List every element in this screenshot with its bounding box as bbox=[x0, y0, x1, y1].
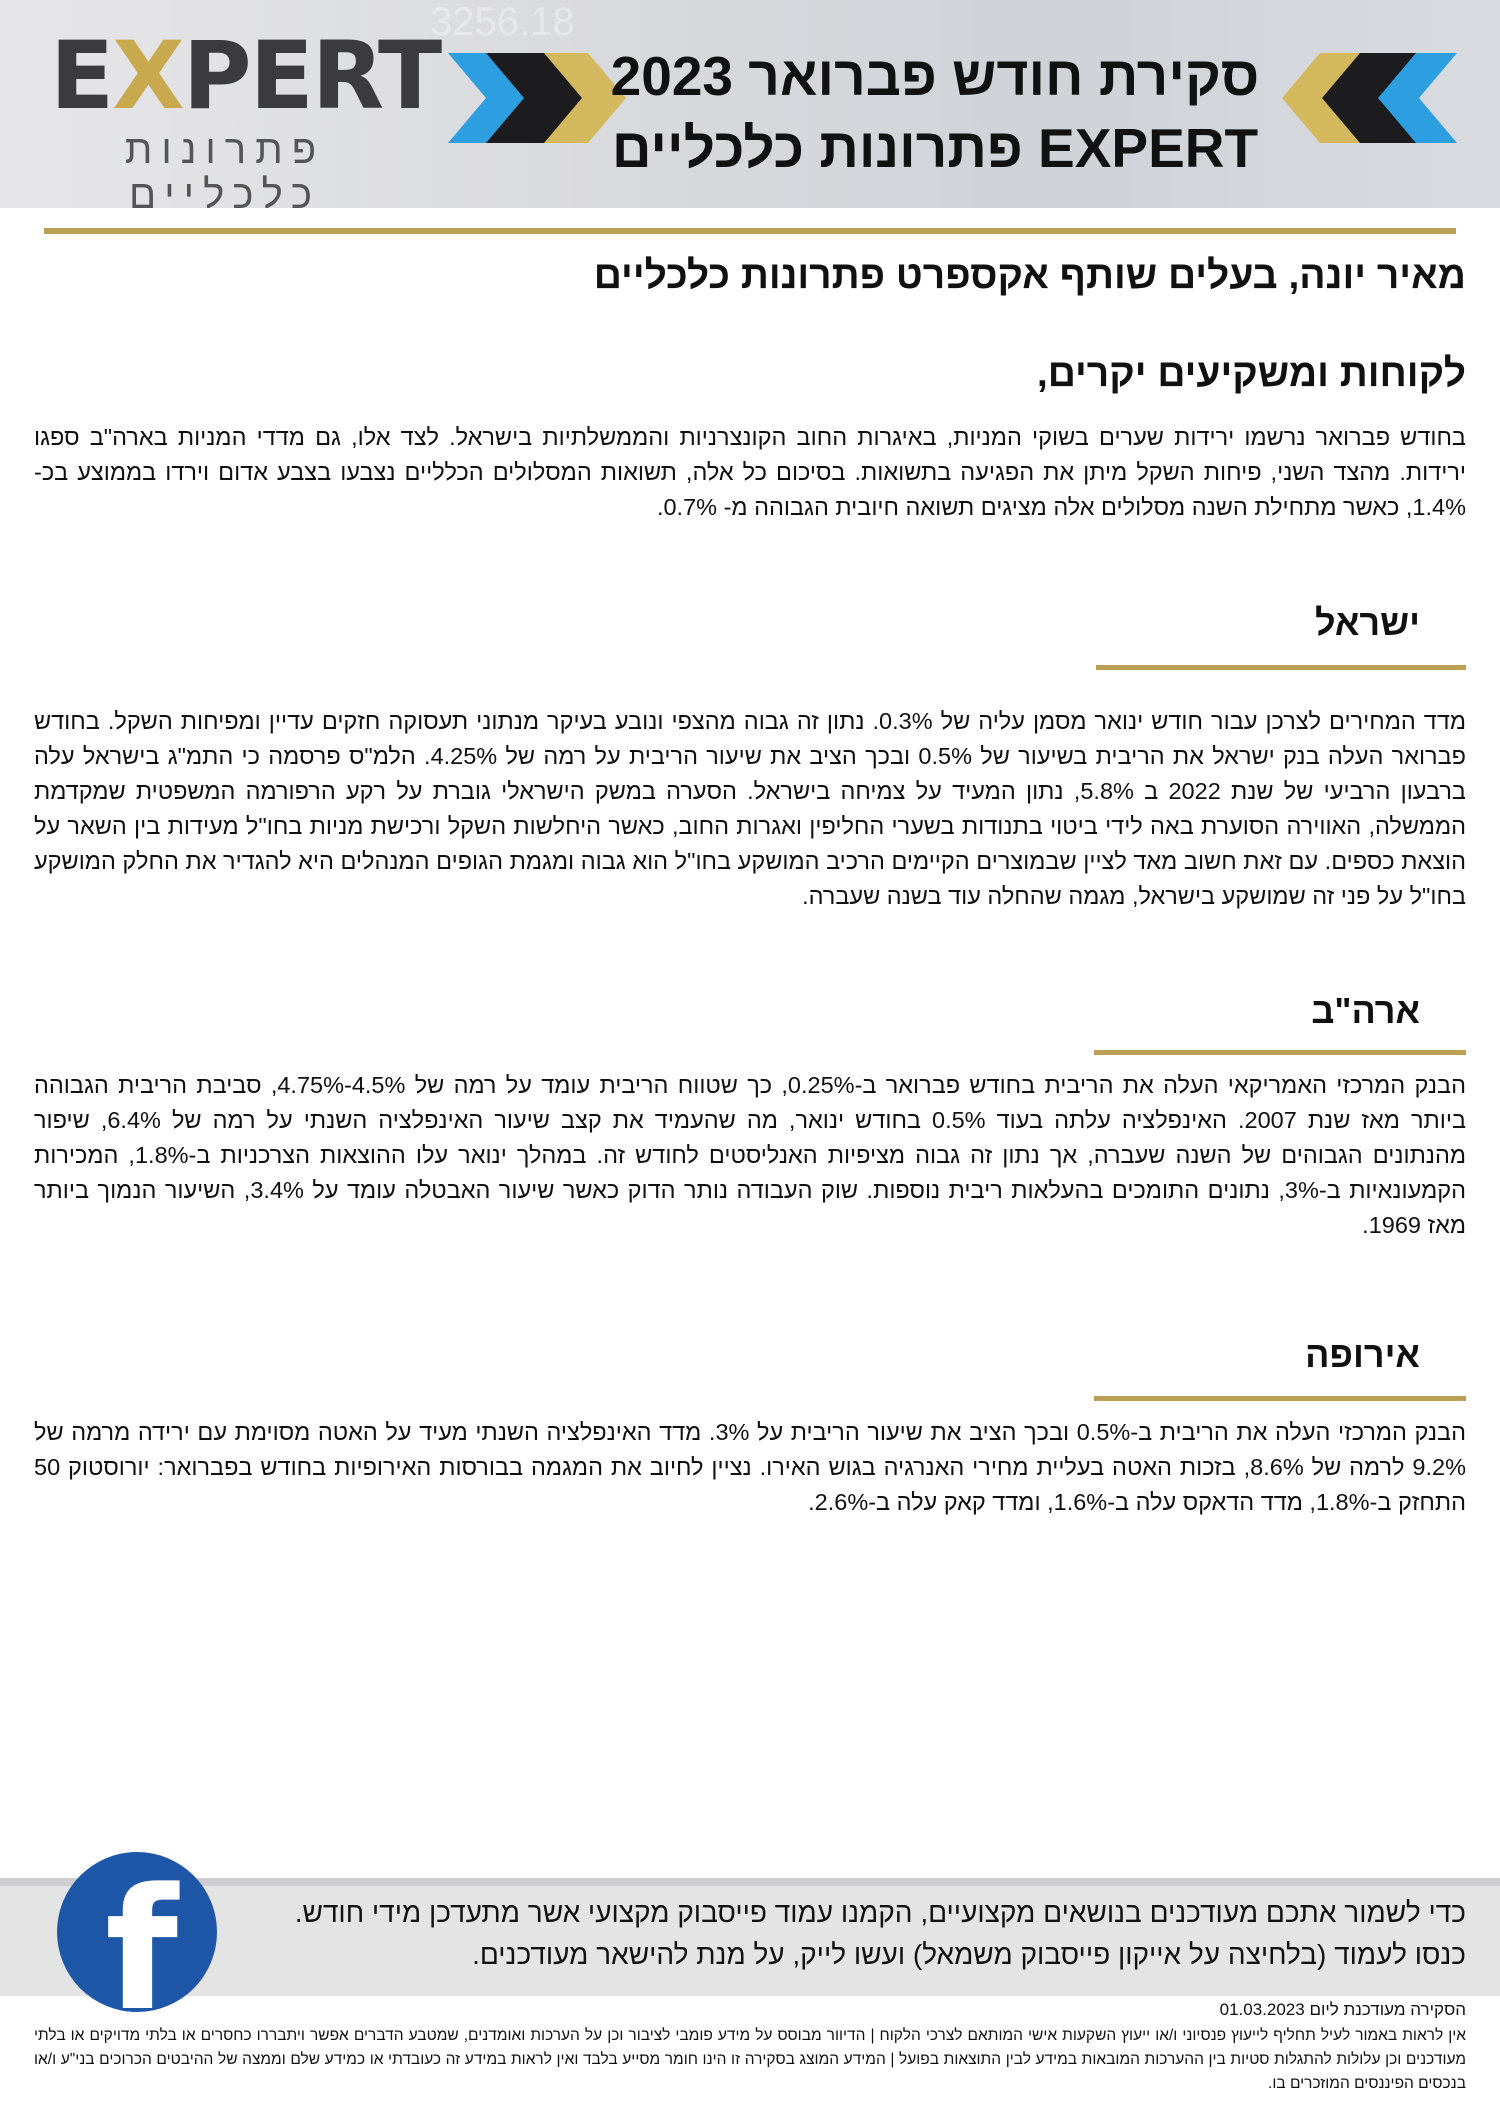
report-title bbox=[600, 40, 1270, 184]
background-ticker-number: 3256.18 bbox=[430, 0, 575, 44]
facebook-icon-letter: f bbox=[105, 1852, 179, 2012]
section-heading-europe: אירופה bbox=[1305, 1334, 1420, 1375]
section-heading-usa: ארה"ב bbox=[1311, 990, 1420, 1031]
disclaimer-date: הסקירה מעודכנת ליום 01.03.2023 bbox=[1219, 2000, 1466, 2019]
greeting-heading: לקוחות ומשקיעים יקרים, bbox=[1036, 352, 1466, 395]
section-divider-israel bbox=[1096, 665, 1466, 670]
section-divider-usa bbox=[1094, 1050, 1466, 1055]
report-title-line2: EXPERT פתרונות כלכליים bbox=[611, 117, 1259, 179]
header-gold-divider bbox=[44, 228, 1456, 234]
logo-wordmark: EXPERT bbox=[50, 22, 441, 131]
intro-paragraph: בחודש פברואר נרשמו ירידות שערים בשוקי המניות, באיגרות החוב הקונצרניות והממשלתיות בישראל. לצד אלו, גם מדדי המניות בארה"ב ספגו ירידות. מהצד השני, פיחות השקל מיתן את הפגיעה בתשואות. בסיכום כל אלה, תשואות המסלולים הכלליים נצבעו בצבע אדום וירדו בממוצע בכ- 1.4%, כאשר מתחילת השנה מסלולים אלה מציגים תשואה חיובית הגבוהה מ- 0.7%. bbox=[34, 424, 1466, 520]
section-text-israel: מדד המחירים לצרכן עבור חודש ינואר מסמן עליה של 0.3%. נתון זה גבוה מהצפי ונובע בעיקר מנתוני תעסוקה חזקים עדיין ומפיחות השקל. בחודש פברואר העלה בנק ישראל את הריבית בשיעור של 0.5% ובכך הציב את שיעור הריבית על רמה של 4.25%. הלמ"ס פרסמה כי התמ"ג בישראל עלה ברבעון הרביעי של שנת 2022 ב 5.8%, נתון המעיד על צמיחה בישראל. הסערה במשק הישראלי גוברת על רקע הרפורמה המשפטית שמקדמת הממשלה, האווירה הסוערת באה לידי ביטוי בתנודות בשערי החליפין ואגרות החוב, כאשר היחלשות השקל ורכישת מניות בחו"ל מעידות בין השאר על הוצאת כספים. עם זאת חשוב מאד לציין שבמוצרים הקיימים הרכיב המושקע בחו"ל הוא גבוה ומגמת הגופים המנהלים היא להגדיר את החלק המושקע בחו"ל על פני זה שמושקע בישראל, מגמה שהחלה עוד בשנה שעברה. bbox=[34, 708, 1466, 909]
facebook-icon[interactable] bbox=[57, 1852, 217, 2012]
logo-subtitle: פתרונות כלכליים bbox=[124, 128, 326, 208]
author-line: מאיר יונה, בעלים שותף אקספרט פתרונות כלכליים bbox=[593, 254, 1466, 297]
report-header bbox=[0, 0, 1500, 208]
section-divider-europe bbox=[1094, 1396, 1466, 1401]
header-chevrons-right-icon bbox=[1282, 48, 1457, 148]
report-title-line1: סקירת חודש פברואר 2023 bbox=[610, 45, 1260, 107]
section-text-europe: הבנק המרכזי העלה את הריבית ב-0.5% ובכך הציב את שיעור הריבית על 3%. מדד האינפלציה השנתי מעיד על האטה מסוימת עם ירידה מרמה של 9.2% לרמה של 8.6%, בזכות האטה בעליית מחירי האנרגיה בגוש האירו. נציין לחיוב את המגמה בבורסות האירופיות בחודש בפברואר: יורוסטוק 50 התחזק ב-1.8%, מדד הדאקס עלה ב-1.6%, ומדד קאק עלה ב-2.6%. bbox=[34, 1419, 1466, 1515]
section-heading-israel: ישראל bbox=[1314, 602, 1420, 643]
disclaimer-text: אין לראות באמור לעיל תחליף לייעוץ פנסיוני ו/או ייעוץ השקעות אישי המותאם לצרכי הלקוח | הדיוור מבוסס על מידע פומבי לציבור וכן על הערכות ואומדנים, שמטבע הדברים אפשר ויתבררו כחסרים או בלתי מדויקים או בלתי מעודכנים וכן עלולות להתגלות סטיות בין ההערכות המובאות במידע לבין התוצאות בפועל | המידע המוצג בסקירה זו הינו חומר מסייע בלבד ואין לראות במידע זה כעובדתי או כמידע שלם וממצה של ההיבטים הכרוכים בני"ע ו/או בנכסים הפיננסים המוזכרים בו. bbox=[34, 2027, 1466, 2092]
facebook-banner-line2: כנסו לעמוד (בלחיצה על אייקון פייסבוק משמאל) ועשו לייק, על מנת להישאר מעודכנים. bbox=[472, 1939, 1466, 1970]
facebook-banner-line1: כדי לשמור אתכם מעודכנים בנושאים מקצועיים, הקמנו עמוד פייסבוק מקצועי אשר מתעדכן מידי חודש. bbox=[294, 1897, 1466, 1928]
section-text-usa: הבנק המרכזי האמריקאי העלה את הריבית בחודש פברואר ב-0.25%, כך שטווח הריבית עומד על רמה של 4.5%-4.75%, סביבת הריבית הגבוהה ביותר מאז שנת 2007. האינפלציה עלתה בעוד 0.5% בחודש ינואר, מה שהעמיד את קצב שיעור האינפלציה השנתי על רמה של 6.4%, שיפור מהנתונים הגבוהים של השנה שעברה, אך נתון זה גבוה מציפיות האנליסטים לחודש זה. במהלך ינואר עלו ההוצאות הצרכניות ב-1.8%, המכירות הקמעונאיות ב-3%, נתונים התומכים בהעלאות ריבית נוספות. שוק העבודה נותר הדוק כאשר שיעור האבטלה עומד על 3.4%, השיעור הנמוך ביותר מאז 1969. bbox=[34, 1072, 1466, 1238]
expert-logo bbox=[50, 22, 441, 208]
facebook-banner-text bbox=[266, 1892, 1466, 1976]
